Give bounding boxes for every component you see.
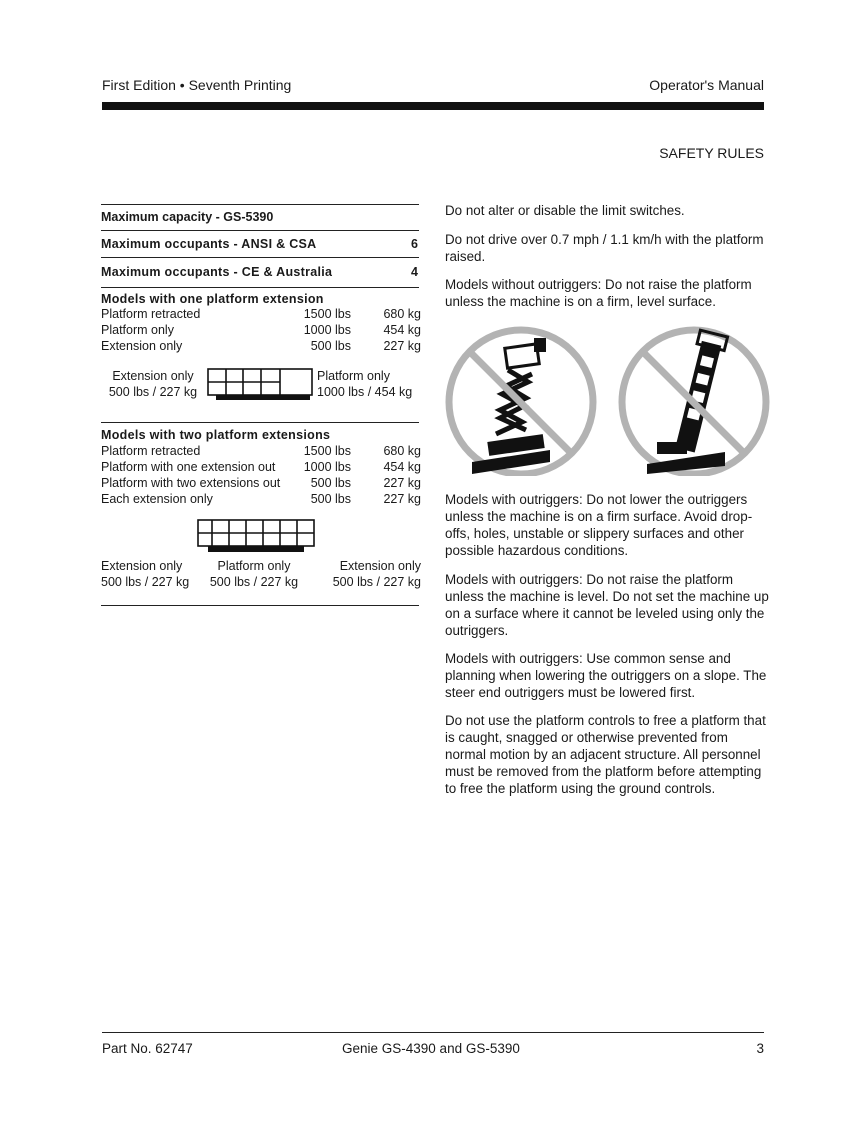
table-row <box>101 475 421 491</box>
row-lbs: 500 lbs <box>310 476 351 490</box>
table-row <box>101 306 421 322</box>
header-rule <box>102 102 764 110</box>
table-rule <box>101 204 419 205</box>
row-label: Platform retracted <box>101 307 201 321</box>
row-label: Platform only <box>101 323 174 337</box>
occupants-ansi-label: Maximum occupants - ANSI & CSA <box>101 237 317 251</box>
table-rule <box>101 257 419 258</box>
row-kg: 227 kg <box>383 476 421 490</box>
footer-model: Genie GS-4390 and GS-5390 <box>342 1041 520 1056</box>
rule-paragraph: Models with outriggers: Do not raise the platform unless the machine is level. Do not set the machine up on a surface where it cannot be leveled using only the outriggers. <box>445 572 769 638</box>
row-label: Platform with two extensions out <box>101 476 281 490</box>
table-rule <box>101 230 419 231</box>
caption-line: Extension only <box>112 369 194 383</box>
two-ext-caption-a <box>101 558 195 590</box>
footer-rule <box>102 1032 764 1033</box>
rule-paragraph: Models with outriggers: Use common sense and planning when lowering the outriggers on a slope. The steer end outriggers must be lowered first. <box>445 651 767 700</box>
row-lbs: 500 lbs <box>310 492 351 506</box>
two-ext-caption-c <box>321 558 421 590</box>
row-kg: 680 kg <box>383 444 421 458</box>
max-capacity-label: Maximum capacity - GS-5390 <box>101 210 274 224</box>
one-ext-caption-left <box>103 368 203 400</box>
two-extension-platform-icon <box>196 518 316 554</box>
header-manual-title: Operator's Manual <box>649 77 764 93</box>
caption-line: 500 lbs / 227 kg <box>332 575 421 589</box>
row-label: Extension only <box>101 339 183 353</box>
row-label: Platform retracted <box>101 444 201 458</box>
one-extension-platform-icon <box>206 367 314 401</box>
rule-paragraph: Do not alter or disable the limit switches. <box>445 203 685 218</box>
caption-line: 500 lbs / 227 kg <box>108 385 198 399</box>
table-rule <box>101 422 419 423</box>
row-kg: 227 kg <box>383 339 421 353</box>
caption-line: Extension only <box>339 559 421 573</box>
no-raise-on-slope-mast-illustration <box>617 322 771 476</box>
row-kg: 227 kg <box>383 492 421 506</box>
two-ext-title: Models with two platform extensions <box>101 428 331 442</box>
caption-line: 500 lbs / 227 kg <box>209 575 299 589</box>
one-ext-caption-right <box>317 368 421 400</box>
row-lbs: 1000 lbs <box>303 460 351 474</box>
row-lbs: 1500 lbs <box>303 307 351 321</box>
occupants-ansi-value: 6 <box>411 237 418 251</box>
caption-line: 500 lbs / 227 kg <box>101 575 190 589</box>
no-raise-on-slope-scissor-illustration <box>444 322 598 476</box>
occupants-ce-value: 4 <box>411 265 418 279</box>
row-kg: 454 kg <box>383 460 421 474</box>
table-rule <box>101 287 419 288</box>
two-ext-caption-b <box>204 558 304 590</box>
table-row <box>101 459 421 475</box>
footer-page-number: 3 <box>756 1041 764 1056</box>
row-lbs: 500 lbs <box>310 339 351 353</box>
table-row <box>101 443 421 459</box>
caption-line: Extension only <box>101 559 183 573</box>
row-lbs: 1000 lbs <box>303 323 351 337</box>
rule-paragraph: Do not use the platform controls to free a platform that is caught, snagged or otherwise prevented from normal motion by an adjacent structure. All personnel must be removed from the platform before attempting to free the platform using the ground controls. <box>445 713 766 796</box>
header-edition: First Edition • Seventh Printing <box>102 77 292 93</box>
footer-part-number: Part No. 62747 <box>102 1041 193 1056</box>
occupants-ce-label: Maximum occupants - CE & Australia <box>101 265 333 279</box>
section-title: SAFETY RULES <box>659 145 764 161</box>
row-lbs: 1500 lbs <box>303 444 351 458</box>
rule-paragraph: Models without outriggers: Do not raise the platform unless the machine is on a firm, level surface. <box>445 277 752 309</box>
rule-paragraph: Do not drive over 0.7 mph / 1.1 km/h with the platform raised. <box>445 232 764 264</box>
table-row <box>101 322 421 338</box>
caption-line: Platform only <box>217 559 291 573</box>
table-row <box>101 338 421 354</box>
row-kg: 454 kg <box>383 323 421 337</box>
caption-line: Platform only <box>317 369 390 383</box>
table-rule <box>101 605 419 606</box>
rule-paragraph: Models with outriggers: Do not lower the outriggers unless the machine is on a firm surface. Avoid drop-offs, holes, unstable or slippery surfaces and other possible hazardous conditions. <box>445 492 753 558</box>
row-kg: 680 kg <box>383 307 421 321</box>
table-row <box>101 491 421 507</box>
caption-line: 1000 lbs / 454 kg <box>317 385 413 399</box>
one-ext-title: Models with one platform extension <box>101 292 324 306</box>
row-label: Each extension only <box>101 492 213 506</box>
row-label: Platform with one extension out <box>101 460 276 474</box>
